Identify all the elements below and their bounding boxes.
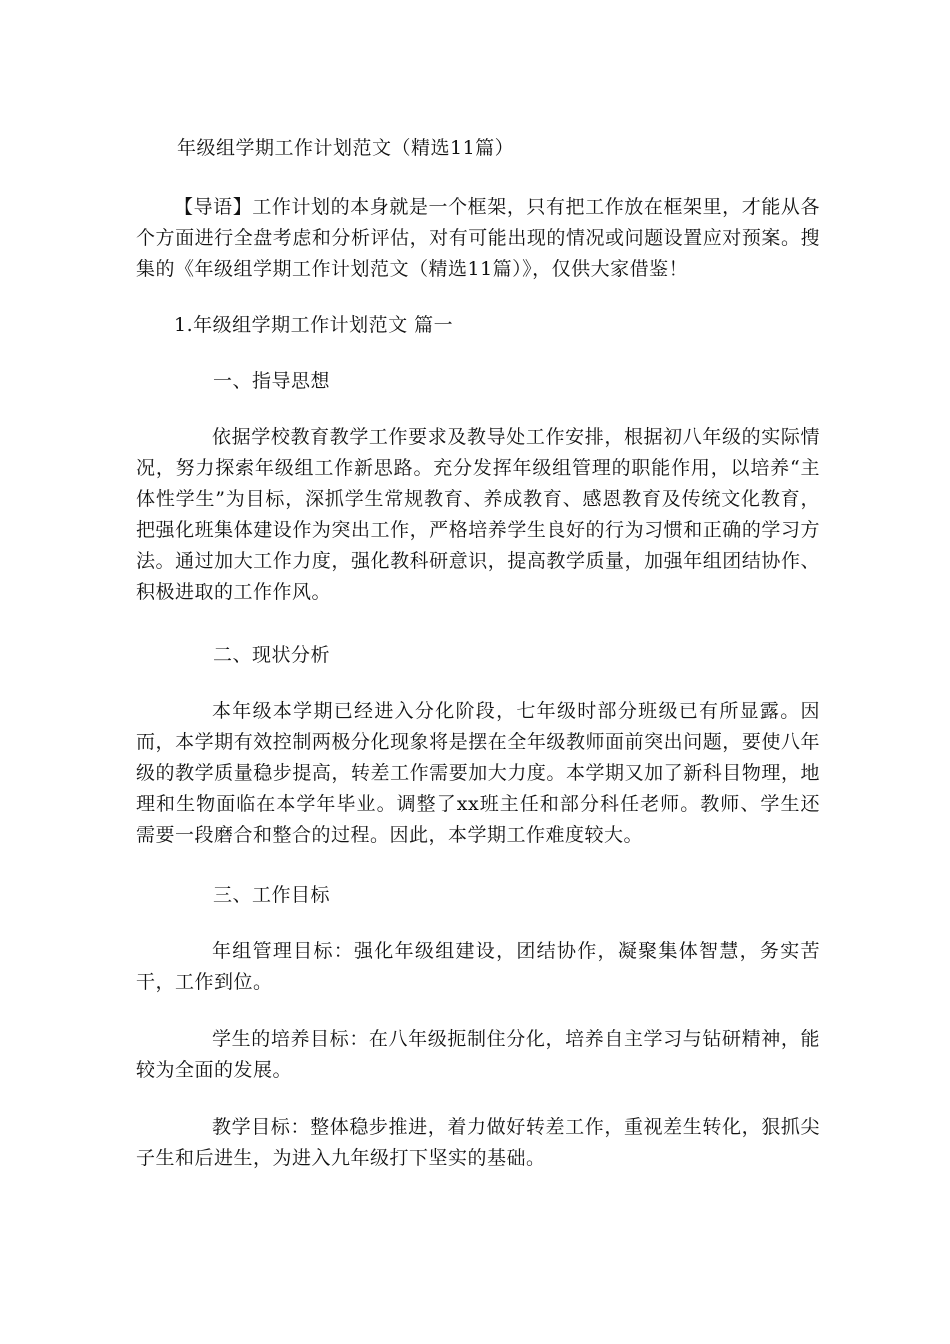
subsection-heading-work-goals: 三、工作目标	[213, 884, 331, 906]
paragraph-guiding-ideology: 依据学校教育教学工作要求及教导处工作安排，根据初八年级的实际情况，努力探索年级组工作新思路。充分发挥年级组管理的职能作用，以培养“主体性学生”为目标，深抓学生常规教育、养成教育、感恩教育及传统文化教育，把强化班集体建设作为突出工作，严格培养学生良好的行为习惯和正确的学习方法。通过加大工作力度，强化教科研意识，提高教学质量，加强年组团结协作、积极进取的工作作风。	[136, 426, 820, 603]
paragraph-management-goal: 年组管理目标：强化年级组建设，团结协作，凝聚集体智慧，务实苦干，工作到位。	[136, 940, 820, 993]
paragraph-status-analysis: 本年级本学期已经进入分化阶段，七年级时部分班级已有所显露。因而，本学期有效控制两极分化现象将是摆在全年级教师面前突出问题，要使八年级的教学质量稳步提高，转差工作需要加大力度。本学期又加了新科目物理，地理和生物面临在本学年毕业。调整了xx班主任和部分科任老师。教师、学生还需要一段磨合和整合的过程。因此，本学期工作难度较大。	[136, 700, 820, 846]
section-heading: 1.年级组学期工作计划范文 篇一	[174, 314, 454, 336]
paragraph-teaching-goal: 教学目标：整体稳步推进，着力做好转差工作，重视差生转化，狠抓尖子生和后进生，为进入九年级打下坚实的基础。	[136, 1116, 820, 1169]
intro-paragraph: 【导语】工作计划的本身就是一个框架，只有把工作放在框架里，才能从各个方面进行全盘考虑和分析评估，对有可能出现的情况或问题设置应对预案。搜集的《年级组学期工作计划范文（精选11篇）》，仅供大家借鉴！	[136, 196, 820, 280]
paragraph-student-goal: 学生的培养目标：在八年级扼制住分化，培养自主学习与钻研精神，能较为全面的发展。	[136, 1028, 820, 1081]
document-title: 年级组学期工作计划范文（精选11篇）	[177, 137, 515, 159]
subsection-heading-status-analysis: 二、现状分析	[213, 644, 331, 666]
subsection-heading-guiding-ideology: 一、指导思想	[213, 370, 331, 392]
